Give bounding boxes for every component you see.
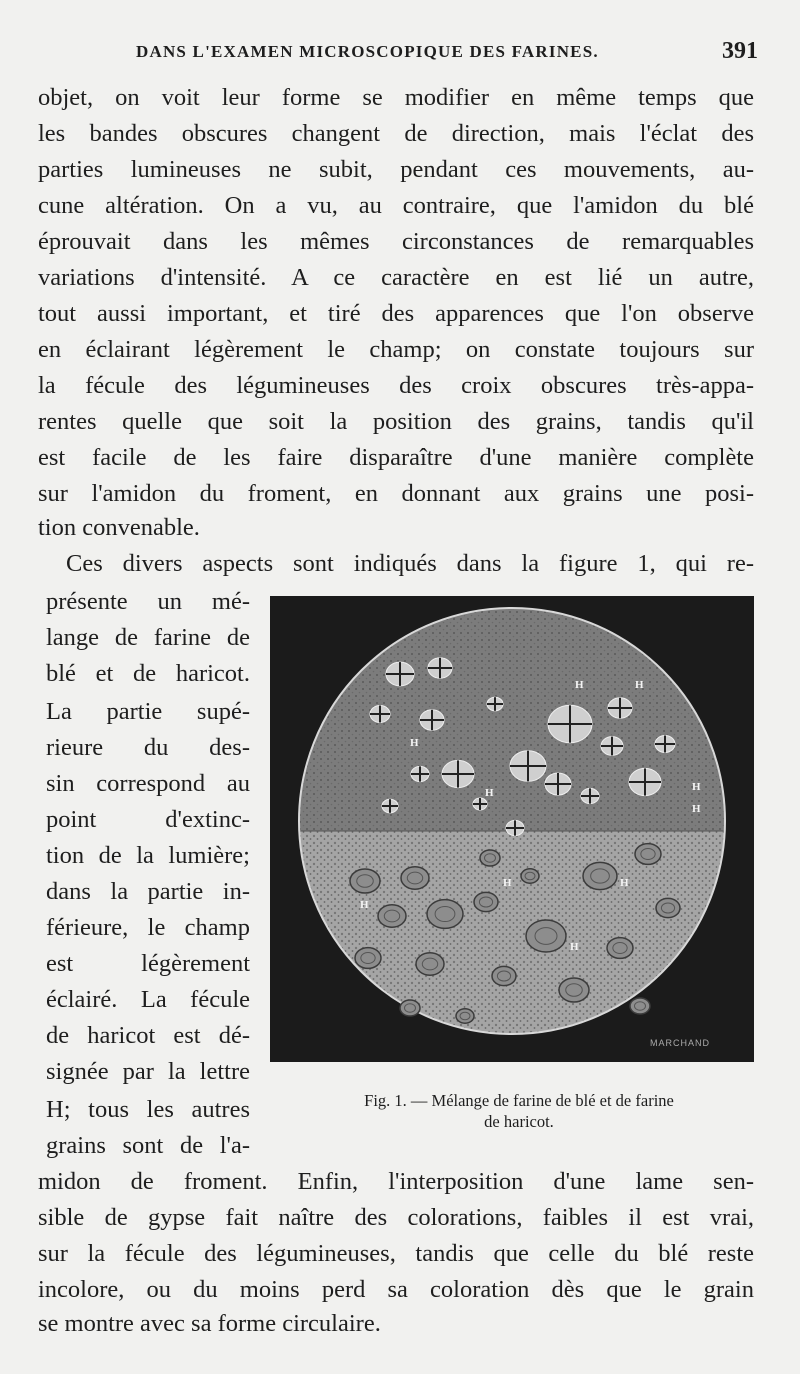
text-line: éprouvait dans les mêmes circonstances de remarquables <box>38 228 754 255</box>
narrow-text-line: La partie supé- <box>46 698 250 725</box>
grain-marker-h: H <box>575 679 584 691</box>
starch-grain <box>630 998 650 1014</box>
microscope-figure <box>270 596 754 1062</box>
grain-marker-h: H <box>360 899 369 911</box>
starch-grain <box>607 938 633 959</box>
starch-grain <box>492 966 516 985</box>
grain-marker-h: H <box>620 877 629 889</box>
starch-grain <box>456 1009 474 1023</box>
starch-grain <box>583 862 617 889</box>
grain-marker-h: H <box>410 737 419 749</box>
narrow-text-line: grains sont de l'a- <box>46 1132 250 1159</box>
figure-caption <box>284 1090 754 1132</box>
text-line: rentes quelle que soit la position des grains, tandis qu'il <box>38 408 754 435</box>
caption-line: Fig. 1. — Mélange de farine de blé et de farine <box>364 1091 674 1110</box>
starch-grain <box>473 798 487 810</box>
starch-grain <box>521 869 539 883</box>
starch-grain <box>350 869 380 893</box>
text-line: tion convenable. <box>38 514 200 541</box>
narrow-text-line: de haricot est dé- <box>46 1022 250 1049</box>
starch-grain <box>427 900 463 929</box>
narrow-text-line: sin correspond au <box>46 770 250 797</box>
starch-grain <box>510 751 546 782</box>
starch-grain <box>420 710 444 730</box>
narrow-text-line: est légèrement <box>46 950 250 977</box>
narrow-text-line: signée par la lettre <box>46 1058 250 1085</box>
text-line: objet, on voit leur forme se modifier en même temps que <box>38 84 754 111</box>
narrow-text-line: rieure du des- <box>46 734 250 761</box>
starch-grain <box>416 953 444 975</box>
text-line: parties lumineuses ne subit, pendant ces mouvements, au- <box>38 156 754 183</box>
text-line: midon de froment. Enfin, l'interposition d'une lame sen- <box>38 1168 754 1195</box>
running-title: DANS L'EXAMEN MICROSCOPIQUE DES FARINES. <box>136 42 599 61</box>
text-line: est facile de les faire disparaître d'une manière complète <box>38 444 754 471</box>
text-line: sible de gypse fait naître des colorations, faibles il est vrai, <box>38 1204 754 1231</box>
text-line: variations d'intensité. A ce caractère en est lié un autre, <box>38 264 754 291</box>
starch-grain <box>474 892 498 911</box>
starch-grain <box>656 898 680 917</box>
grain-marker-h: H <box>503 877 512 889</box>
starch-grain <box>355 948 381 969</box>
narrow-text-line: férieure, le champ <box>46 914 250 941</box>
starch-grain <box>480 850 500 866</box>
grain-marker-h: H <box>570 941 579 953</box>
text-line: sur la fécule des légumineuses, tandis que celle du blé reste <box>38 1240 754 1267</box>
text-line: les bandes obscures changent de direction, mais l'éclat des <box>38 120 754 147</box>
starch-grain <box>487 697 503 711</box>
grain-marker-h: H <box>692 781 701 793</box>
page-header <box>128 36 764 70</box>
narrow-text-line: éclairé. La fécule <box>46 986 250 1013</box>
starch-grain <box>506 820 524 835</box>
starch-grain <box>370 706 390 723</box>
starch-grain <box>548 705 592 742</box>
text-line: incolore, ou du moins perd sa coloration dès que le grain <box>38 1276 754 1303</box>
narrow-text-line: blé et de haricot. <box>46 660 250 687</box>
starch-grain <box>526 920 566 952</box>
starch-grain <box>601 737 623 756</box>
page-number: 391 <box>722 38 758 64</box>
caption-line: de haricot. <box>484 1112 554 1131</box>
starch-grain <box>655 736 675 753</box>
starch-grain <box>635 844 661 865</box>
narrow-text-line: point d'extinc- <box>46 806 250 833</box>
text-line: cune altération. On a vu, au contraire, que l'amidon du blé <box>38 192 754 219</box>
starch-grain <box>629 768 661 795</box>
starch-grain <box>386 662 414 686</box>
text-line: tout aussi important, et tiré des apparences que l'on observe <box>38 300 754 327</box>
starch-grain <box>545 773 571 795</box>
grain-marker-h: H <box>692 803 701 815</box>
text-line: en éclairant légèrement le champ; on constate toujours sur <box>38 336 754 363</box>
text-line: sur l'amidon du froment, en donnant aux grains une posi- <box>38 480 754 507</box>
starch-grain <box>382 799 398 813</box>
starch-grain <box>581 788 599 803</box>
narrow-text-line: présente un mé- <box>46 588 250 615</box>
starch-grain <box>400 1000 420 1016</box>
starch-grain <box>411 766 429 781</box>
starch-grain <box>401 867 429 889</box>
grain-marker-h: H <box>485 787 494 799</box>
narrow-text-line: dans la partie in- <box>46 878 250 905</box>
grain-marker-h: H <box>635 679 644 691</box>
starch-grain <box>378 905 406 927</box>
narrow-text-line: lange de farine de <box>46 624 250 651</box>
microscope-field-illustration <box>270 596 754 1062</box>
starch-grain <box>428 658 452 678</box>
starch-grain <box>442 760 474 787</box>
starch-grain <box>608 698 632 718</box>
text-line: se montre avec sa forme circulaire. <box>38 1310 381 1337</box>
starch-grain <box>559 978 589 1002</box>
engraver-signature: MARCHAND <box>649 1038 710 1048</box>
paragraph-start-line: Ces divers aspects sont indiqués dans la figure 1, qui re- <box>66 550 754 577</box>
narrow-text-line: H; tous les autres <box>46 1096 250 1123</box>
narrow-text-line: tion de la lumière; <box>46 842 250 869</box>
text-line: la fécule des légumineuses des croix obscures très-appa- <box>38 372 754 399</box>
